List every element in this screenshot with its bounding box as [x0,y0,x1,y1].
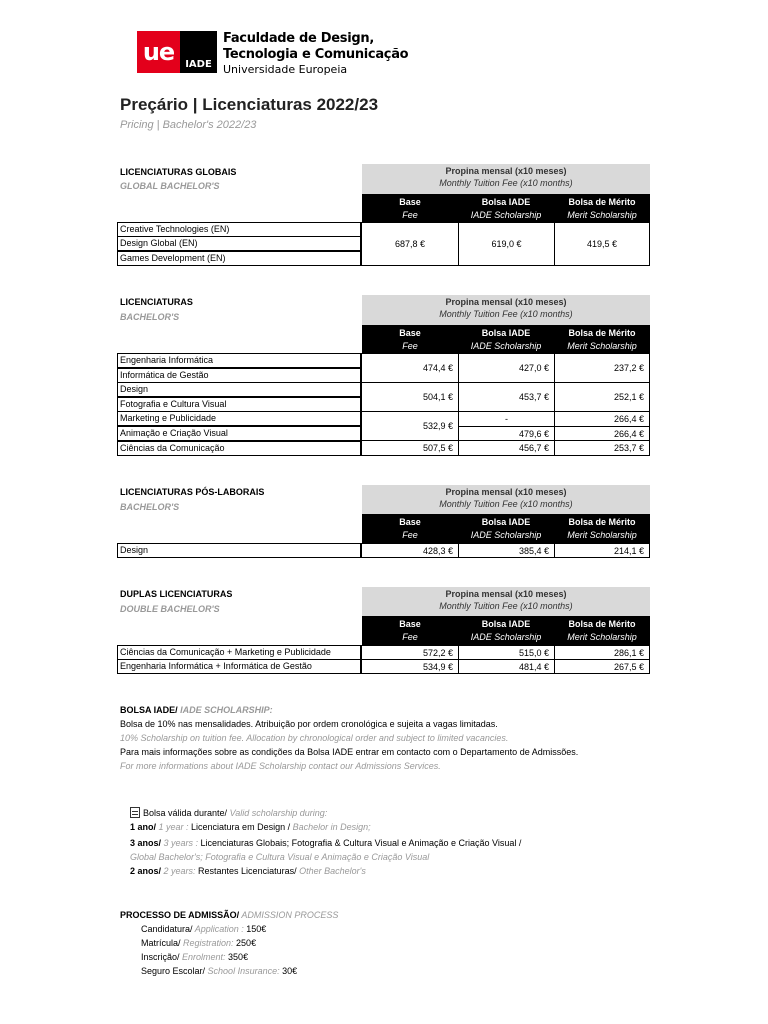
price-base: 572,2 € [361,645,459,660]
scholarship-title [120,703,578,717]
tuition-header-en: Monthly Tuition Fee (x10 months) [439,309,573,319]
col-iade-en: IADE Scholarship [470,530,542,540]
price-base: 504,1 € [361,382,459,412]
tuition-header-en: Monthly Tuition Fee (x10 months) [439,178,573,188]
table-row: Engenharia Informática [117,353,361,368]
validity-l1-en2: Bachelor in Design; [290,822,371,832]
tuition-header-pt: Propina mensal (x10 meses) [445,297,567,307]
table-row: Ciências da Comunicação [117,441,361,456]
col-iade [458,325,554,354]
section-title-post: LICENCIATURAS PÓS-LABORAIS [120,487,265,497]
admission-item-en: Application : [192,924,244,934]
validity-line-2 [130,836,521,850]
col-merit-pt: Bolsa de Mérito [568,517,636,527]
col-base-pt: Base [399,328,421,338]
org-line-1: Faculdade de Design, [223,31,374,46]
scholarship-p1-en: 10% Scholarship on tuition fee. Allocation by chronological order and subject to limited vacancies. [120,733,509,743]
column-headers [362,194,650,223]
column-headers [362,514,650,543]
col-base [362,325,458,354]
price-base: 428,3 € [361,543,459,558]
table-row: Ciências da Comunicação + Marketing e Publicidade [117,645,361,660]
table-row: Informática de Gestão [117,368,361,383]
price-base: 687,8 € [361,222,459,266]
validity-l3-pt: Restantes Licenciaturas/ [195,866,297,876]
iade-logo: IADE [180,31,217,73]
scholarship-title-en: IADE SCHOLARSHIP: [177,705,273,715]
validity-intro [130,806,521,820]
validity-l3-b: 2 anos/ [130,866,162,876]
col-merit [554,616,650,645]
column-headers [362,325,650,354]
scholarship-p2: Para mais informações sobre as condições da Bolsa IADE entrar em contacto com o Departamento de Admissões. [120,747,579,757]
list-item [141,964,338,978]
section-subtitle-double: DOUBLE BACHELOR'S [120,604,220,614]
section-title-double: DUPLAS LICENCIATURAS [120,589,233,599]
org-name [223,31,408,76]
col-iade-en: IADE Scholarship [470,632,542,642]
price-base: 534,9 € [361,659,459,674]
table-row: Engenharia Informática + Informática de Gestão [117,659,361,674]
price-iade: 456,7 € [458,440,555,456]
admission-item-pt: Matrícula/ [141,938,181,948]
col-merit [554,325,650,354]
validity-line-1 [130,820,521,834]
admission-block [120,908,338,978]
validity-l2-pt: Licenciaturas Globais; Fotografia & Cultura Visual e Animação e Criação Visual / [198,838,522,848]
admission-item-value: 150€ [243,924,267,934]
col-merit [554,194,650,223]
ue-logo: ue [137,31,180,73]
tuition-header-en: Monthly Tuition Fee (x10 months) [439,499,573,509]
col-base [362,194,458,223]
price-iade: 427,0 € [458,353,555,383]
col-base-pt: Base [399,197,421,207]
org-line-2: Tecnologia e Comunicação [223,47,409,62]
validity-block [130,806,521,878]
scholarship-p1: Bolsa de 10% nas mensalidades. Atribuição por ordem cronológica e sujeita a vagas limitadas. [120,719,498,729]
table-row: Design [117,382,361,397]
col-iade-pt: Bolsa IADE [481,619,531,629]
section-title-bachelor: LICENCIATURAS [120,297,193,307]
col-iade [458,194,554,223]
price-merit: 253,7 € [554,440,650,456]
price-iade: 479,6 € [458,426,555,441]
admission-item-pt: Inscrição/ [141,952,180,962]
table-row: Games Development (EN) [117,251,361,266]
scholarship-p2-en: For more informations about IADE Scholarship contact our Admissions Services. [120,761,441,771]
table-row: Fotografia e Cultura Visual [117,397,361,412]
list-item [141,950,338,964]
price-iade: - [458,411,555,427]
admission-item-value: 350€ [225,952,249,962]
col-merit [554,514,650,543]
tuition-header-en: Monthly Tuition Fee (x10 months) [439,601,573,611]
document-icon [130,807,140,818]
price-base: 532,9 € [361,411,459,441]
section-subtitle-post: BACHELOR'S [120,502,180,512]
col-iade-en: IADE Scholarship [470,341,542,351]
price-merit: 286,1 € [554,645,650,660]
validity-l3-en: 2 years: [161,866,196,876]
section-subtitle-bachelor: BACHELOR'S [120,312,180,322]
table-row: Creative Technologies (EN) [117,222,361,237]
price-merit: 237,2 € [554,353,650,383]
col-iade-en: IADE Scholarship [470,210,542,220]
page-title: Preçário | Licenciaturas 2022/23 [120,95,379,114]
scholarship-block [120,703,578,773]
tuition-header [362,295,650,325]
col-iade-pt: Bolsa IADE [481,517,531,527]
price-iade: 385,4 € [458,543,555,558]
col-iade [458,514,554,543]
list-item [141,936,338,950]
tuition-header [362,485,650,515]
price-merit: 267,5 € [554,659,650,674]
validity-line-3 [130,864,521,878]
org-line-3: Universidade Europeia [223,63,348,76]
admission-title-en: ADMISSION PROCESS [239,910,339,920]
validity-intro-en: Valid scholarship during: [227,808,328,818]
col-base-en: Fee [402,341,418,351]
col-iade-pt: Bolsa IADE [481,197,531,207]
col-base-en: Fee [402,210,418,220]
validity-l2-b: 3 anos/ [130,838,162,848]
price-iade: 481,4 € [458,659,555,674]
price-merit: 266,4 € [554,426,650,441]
admission-title-pt: PROCESSO DE ADMISSÃO/ [120,910,240,920]
admission-title [120,908,338,922]
admission-item-en: School Insurance: [205,966,280,976]
admission-item-value: 250€ [233,938,257,948]
price-base: 507,5 € [361,440,459,456]
admission-item-pt: Seguro Escolar/ [141,966,206,976]
validity-l3-en2: Other Bachelor's [296,866,366,876]
tuition-header [362,164,650,194]
scholarship-title-pt: BOLSA IADE/ [120,705,178,715]
table-row: Marketing e Publicidade [117,411,361,426]
col-merit-pt: Bolsa de Mérito [568,328,636,338]
admission-items [120,922,338,978]
validity-l1-b: 1 ano/ [130,822,157,832]
validity-l1-pt: Licenciatura em Design / [188,822,291,832]
col-base-en: Fee [402,632,418,642]
table-row: Animação e Criação Visual [117,426,361,441]
admission-item-value: 30€ [279,966,298,976]
col-merit-pt: Bolsa de Mérito [568,619,636,629]
col-merit-en: Merit Scholarship [567,530,637,540]
tuition-header-pt: Propina mensal (x10 meses) [445,589,567,599]
validity-l2-en: 3 years : [161,838,199,848]
table-row: Design [117,543,361,558]
tuition-header [362,587,650,617]
col-base-pt: Base [399,517,421,527]
validity-l1-en: 1 year : [156,822,189,832]
tuition-header-pt: Propina mensal (x10 meses) [445,487,567,497]
col-base [362,514,458,543]
price-iade: 619,0 € [458,222,555,266]
price-merit: 214,1 € [554,543,650,558]
col-merit-en: Merit Scholarship [567,341,637,351]
col-base-en: Fee [402,530,418,540]
col-iade [458,616,554,645]
price-merit: 252,1 € [554,382,650,412]
page-subtitle: Pricing | Bachelor's 2022/23 [120,119,257,131]
price-merit: 419,5 € [554,222,650,266]
admission-item-en: Registration: [180,938,234,948]
price-base: 474,4 € [361,353,459,383]
column-headers [362,616,650,645]
col-iade-pt: Bolsa IADE [481,328,531,338]
admission-item-en: Enrolment: [179,952,226,962]
section-subtitle-global: GLOBAL BACHELOR'S [120,181,220,191]
section-title-global: LICENCIATURAS GLOBAIS [120,167,237,177]
list-item [141,922,338,936]
col-merit-pt: Bolsa de Mérito [568,197,636,207]
col-base [362,616,458,645]
table-row: Design Global (EN) [117,236,361,251]
tuition-header-pt: Propina mensal (x10 meses) [445,166,567,176]
col-merit-en: Merit Scholarship [567,210,637,220]
validity-line-2-en: Global Bachelor's; Fotografia e Cultura Visual e Animação e Criação Visual [130,852,430,862]
price-merit: 266,4 € [554,411,650,427]
price-iade: 515,0 € [458,645,555,660]
col-base-pt: Base [399,619,421,629]
price-iade: 453,7 € [458,382,555,412]
admission-item-pt: Candidatura/ [141,924,193,934]
col-merit-en: Merit Scholarship [567,632,637,642]
validity-intro-pt: Bolsa válida durante/ [143,808,228,818]
